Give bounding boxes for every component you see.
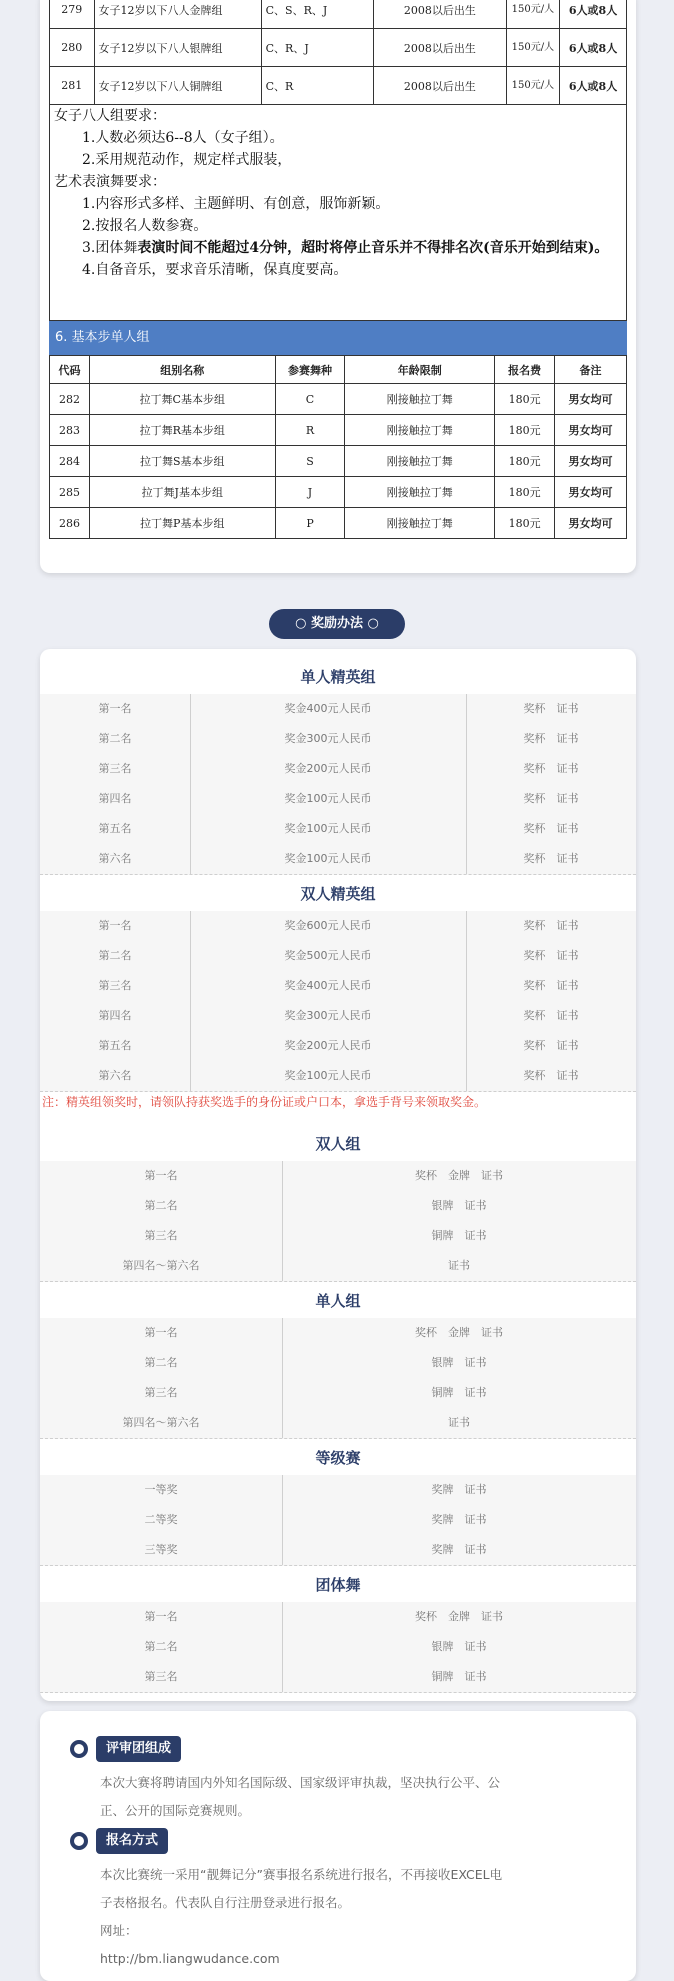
cell-age: 刚接触拉丁舞 (345, 508, 495, 539)
award-items: 奖杯 证书 (523, 1009, 579, 1022)
award-rank: 第一名 (40, 911, 191, 941)
award-items: 奖杯 证书 (523, 919, 579, 932)
bullet-ring-icon (70, 1832, 88, 1850)
header-group: 组别名称 (89, 356, 275, 384)
basic-step-table (49, 355, 627, 539)
cell-note: 男女均可 (555, 508, 627, 539)
award-items: 奖牌 证书 (431, 1543, 487, 1556)
cell-code: 280 (50, 29, 95, 67)
award-rank: 一等奖 (40, 1475, 283, 1505)
award-items: 奖杯 证书 (523, 1039, 579, 1052)
requirement-item-bold: 表演时间不能超过4分钟，超时将停止音乐并不得排名次(音乐开始到结束)。 (137, 240, 609, 256)
group-title-double-elite: 双人精英组 (300, 885, 376, 903)
award-row (40, 1602, 636, 1633)
signup-text-line: 子表格报名。代表队自行注册登录进行报名。 (100, 1895, 351, 1910)
award-rank: 第四名 (40, 1001, 191, 1031)
requirement-item: 1.人数必须达6--8人（女子组）。 (82, 130, 284, 146)
award-rank: 第五名 (40, 814, 191, 844)
cell-dance: C、R (261, 67, 374, 105)
cell-code: 284 (50, 446, 90, 477)
award-items: 奖杯 证书 (523, 792, 579, 805)
requirement-item (54, 237, 622, 259)
award-row (40, 1662, 636, 1693)
award-prize: 奖金300元人民币 (190, 724, 467, 754)
award-prize: 奖金300元人民币 (190, 1001, 467, 1031)
award-items: 银牌 证书 (431, 1640, 487, 1653)
cell-dance: R (275, 415, 345, 446)
group-title-single-elite: 单人精英组 (300, 668, 376, 686)
cell-code: 283 (50, 415, 90, 446)
award-row (40, 1191, 636, 1222)
award-row (40, 1031, 636, 1062)
cell-note: 6人或8人 (560, 29, 627, 67)
award-row (40, 1001, 636, 1032)
award-rank: 第二名 (40, 1191, 283, 1221)
cell-group: 女子12岁以下八人银牌组 (94, 29, 261, 67)
cell-group: 女子12岁以下八人铜牌组 (94, 67, 261, 105)
cell-age: 2008以后出生 (374, 0, 507, 29)
award-rank: 第四名～第六名 (40, 1251, 283, 1281)
header-dance: 参赛舞种 (275, 356, 345, 384)
awards-title-pill: ○ 奖励办法 ○ (269, 609, 405, 639)
award-row (40, 844, 636, 875)
award-rank: 第二名 (40, 1348, 283, 1378)
header-fee: 报名费 (495, 356, 555, 384)
award-prize: 奖金400元人民币 (190, 694, 467, 724)
cell-fee: 180元 (495, 477, 555, 508)
cell-group: 拉丁舞S基本步组 (89, 446, 275, 477)
cell-note: 男女均可 (555, 446, 627, 477)
award-items: 奖杯 证书 (523, 852, 579, 865)
award-items: 奖牌 证书 (431, 1483, 487, 1496)
cell-note: 6人或8人 (560, 67, 627, 105)
award-rank: 第五名 (40, 1031, 191, 1061)
requirement-item: 4.自备音乐，要求音乐清晰，保真度要高。 (82, 262, 348, 278)
award-items: 奖杯 证书 (523, 979, 579, 992)
cell-fee: 150元/人 (506, 67, 559, 105)
award-items: 奖牌 证书 (431, 1513, 487, 1526)
award-rank: 第二名 (40, 941, 191, 971)
cell-group: 女子12岁以下八人金牌组 (94, 0, 261, 29)
award-items: 奖杯 证书 (523, 1069, 579, 1082)
award-rank: 第三名 (40, 1378, 283, 1408)
table-row (50, 446, 627, 477)
award-rank: 第四名～第六名 (40, 1408, 283, 1438)
table-row (50, 477, 627, 508)
award-prize: 奖金500元人民币 (190, 941, 467, 971)
cell-group: 拉丁舞C基本步组 (89, 384, 275, 415)
award-items: 奖杯 证书 (523, 822, 579, 835)
info-card (40, 1711, 636, 1981)
table-row (50, 384, 627, 415)
award-items: 奖杯 金牌 证书 (415, 1610, 503, 1623)
award-row (40, 1632, 636, 1663)
award-row (40, 941, 636, 972)
award-rank: 第六名 (40, 844, 191, 874)
award-row (40, 1348, 636, 1379)
registration-table-card (40, 0, 636, 573)
header-note: 备注 (555, 356, 627, 384)
award-row (40, 1535, 636, 1566)
award-row (40, 694, 636, 725)
signup-url-label: 网址： (100, 1923, 138, 1938)
header-age: 年龄限制 (345, 356, 495, 384)
cell-fee: 150元/人 (506, 29, 559, 67)
award-rank: 第四名 (40, 784, 191, 814)
award-items: 奖杯 证书 (523, 762, 579, 775)
award-prize: 奖金100元人民币 (190, 844, 467, 874)
award-row (40, 1475, 636, 1506)
cell-note: 男女均可 (555, 477, 627, 508)
award-items: 奖杯 证书 (523, 732, 579, 745)
award-items: 铜牌 证书 (431, 1670, 487, 1683)
group-title-team: 团体舞 (315, 1576, 361, 1594)
award-items: 铜牌 证书 (431, 1386, 487, 1399)
award-row (40, 1505, 636, 1536)
cell-group: 拉丁舞P基本步组 (89, 508, 275, 539)
signup-url-link[interactable]: http://bm.liangwudance.com (100, 1951, 280, 1966)
award-rank: 第六名 (40, 1061, 191, 1091)
award-row (40, 1251, 636, 1282)
cell-code: 282 (50, 384, 90, 415)
cell-code: 279 (50, 0, 95, 29)
cell-code: 286 (50, 508, 90, 539)
award-items: 奖杯 证书 (523, 949, 579, 962)
award-rank: 三等奖 (40, 1535, 283, 1565)
table-row (50, 415, 627, 446)
award-prize: 奖金100元人民币 (190, 1061, 467, 1091)
award-items: 银牌 证书 (431, 1356, 487, 1369)
elite-award-note: 注：精英组领奖时，请领队持获奖选手的身份证或户口本，拿选手背号来领取奖金。 (42, 1095, 487, 1109)
cell-age: 2008以后出生 (374, 29, 507, 67)
award-rank: 第二名 (40, 724, 191, 754)
award-rank: 第三名 (40, 971, 191, 1001)
award-row (40, 1221, 636, 1252)
award-items: 银牌 证书 (431, 1199, 487, 1212)
award-rank: 第三名 (40, 754, 191, 784)
group-title-grade: 等级赛 (315, 1449, 361, 1467)
award-prize: 奖金100元人民币 (190, 814, 467, 844)
award-row (40, 724, 636, 755)
jury-text-line: 正、公开的国际竞赛规则。 (100, 1803, 251, 1818)
cell-age: 2008以后出生 (374, 67, 507, 105)
cell-fee: 180元 (495, 446, 555, 477)
cell-group: 拉丁舞R基本步组 (89, 415, 275, 446)
table-row (50, 508, 627, 539)
award-row (40, 911, 636, 942)
cell-dance: C、S、R、J (261, 0, 374, 29)
award-items: 奖杯 证书 (523, 702, 579, 715)
award-prize: 奖金600元人民币 (190, 911, 467, 941)
art-requirements-title: 艺术表演舞要求： (54, 174, 166, 190)
requirement-item: 2.按报名人数参赛。 (82, 218, 208, 234)
cell-age: 刚接触拉丁舞 (345, 415, 495, 446)
award-items: 奖杯 金牌 证书 (415, 1169, 503, 1182)
award-rank: 第一名 (40, 694, 191, 724)
cell-fee: 180元 (495, 415, 555, 446)
awards-card (40, 649, 636, 1701)
cell-dance: J (275, 477, 345, 508)
requirement-item: 1.内容形式多样、主题鲜明、有创意，服饰新颖。 (82, 196, 390, 212)
award-row (40, 1161, 636, 1192)
cell-note: 男女均可 (555, 384, 627, 415)
group-title-double: 双人组 (315, 1135, 361, 1153)
cell-note: 6人或8人 (560, 0, 627, 29)
table-header-row (50, 356, 627, 384)
award-prize: 奖金200元人民币 (190, 754, 467, 784)
cell-dance: C (275, 384, 345, 415)
award-prize: 奖金400元人民币 (190, 971, 467, 1001)
award-rank: 第二名 (40, 1632, 283, 1662)
award-items: 奖杯 金牌 证书 (415, 1326, 503, 1339)
requirements-block (49, 99, 627, 321)
jury-label: 评审团组成 (96, 1736, 181, 1762)
jury-text-line: 本次大赛将聘请国内外知名国际级、国家级评审执裁，坚决执行公平、公 (100, 1775, 501, 1790)
cell-group: 拉丁舞J基本步组 (89, 477, 275, 508)
award-prize: 奖金100元人民币 (190, 784, 467, 814)
cell-fee: 180元 (495, 384, 555, 415)
award-items: 证书 (448, 1259, 470, 1272)
award-items: 证书 (448, 1416, 470, 1429)
cell-dance: P (275, 508, 345, 539)
cell-code: 281 (50, 67, 95, 105)
award-row (40, 1408, 636, 1439)
requirements-title: 女子八人组要求： (54, 108, 166, 124)
requirement-item: 2.采用规范动作，规定样式服装， (82, 152, 292, 168)
award-row (40, 814, 636, 845)
cell-age: 刚接触拉丁舞 (345, 384, 495, 415)
award-row (40, 754, 636, 785)
table-row (50, 29, 627, 67)
cell-age: 刚接触拉丁舞 (345, 477, 495, 508)
cell-age: 刚接触拉丁舞 (345, 446, 495, 477)
cell-dance: S (275, 446, 345, 477)
table-row (50, 0, 627, 29)
award-rank: 二等奖 (40, 1505, 283, 1535)
award-rank: 第一名 (40, 1161, 283, 1191)
cell-fee: 150元/人 (506, 0, 559, 29)
award-row (40, 1061, 636, 1092)
award-rank: 第一名 (40, 1318, 283, 1348)
requirement-item-prefix: 3.团体舞 (82, 240, 138, 256)
bullet-ring-icon (70, 1740, 88, 1758)
section-title: 6. 基本步单人组 (49, 321, 627, 355)
award-rank: 第三名 (40, 1221, 283, 1251)
award-rank: 第一名 (40, 1602, 283, 1632)
group-title-single: 单人组 (315, 1292, 361, 1310)
header-code: 代码 (50, 356, 90, 384)
award-row (40, 971, 636, 1002)
cell-dance: C、R、J (261, 29, 374, 67)
award-row (40, 1318, 636, 1349)
eight-person-table (49, 0, 627, 105)
award-rank: 第三名 (40, 1662, 283, 1692)
cell-fee: 180元 (495, 508, 555, 539)
award-prize: 奖金200元人民币 (190, 1031, 467, 1061)
signup-text-line: 本次比赛统一采用“靓舞记分”赛事报名系统进行报名，不再接收EXCEL电 (100, 1867, 503, 1882)
signup-label: 报名方式 (96, 1828, 168, 1854)
cell-code: 285 (50, 477, 90, 508)
award-items: 铜牌 证书 (431, 1229, 487, 1242)
award-row (40, 784, 636, 815)
award-row (40, 1378, 636, 1409)
cell-note: 男女均可 (555, 415, 627, 446)
